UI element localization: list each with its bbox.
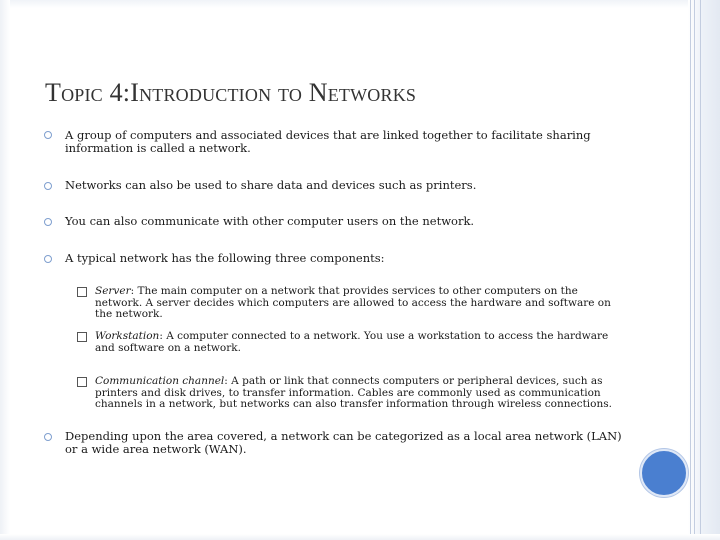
component-description: : A path or link that connects computers or peripheral devices, such as printers and disk drives, to transfer information. Cables are commonly used as communication channels in a network, but networks can also transfer information through wireless connections. (95, 375, 612, 410)
component-communication-channel (95, 376, 620, 411)
bullet-text: Depending upon the area covered, a network can be categorized as a local area network (LAN) or a wide area network (WAN). (65, 429, 622, 456)
frame-divider-line (700, 0, 701, 540)
slide-frame-left (0, 0, 10, 540)
checkbox-icon (77, 287, 87, 297)
checkbox-icon (77, 377, 87, 387)
slide-frame-top (0, 0, 720, 8)
bullet-text: A group of computers and associated devices that are linked together to facilitate sharing information is called a network. (65, 128, 591, 155)
bullet-icon (44, 181, 54, 191)
bullet-text: You can also communicate with other computer users on the network. (65, 214, 475, 228)
component-term: Communication channel (95, 375, 225, 387)
slide-frame-right (688, 0, 720, 540)
component-server (95, 286, 620, 321)
bullet-text: A typical network has the following three components: (65, 251, 385, 265)
component-term: Server (95, 285, 131, 297)
slide-frame-bottom (0, 534, 720, 540)
checkbox-icon (77, 332, 87, 342)
component-term: Workstation (95, 330, 160, 342)
bullet-icon (44, 130, 54, 140)
frame-divider-line (690, 0, 691, 540)
decorative-circle-icon (640, 449, 688, 497)
component-description: : A computer connected to a network. You use a workstation to access the hardware and software on a network. (95, 330, 609, 354)
component-description: : The main computer on a network that provides services to other computers on the network. A server decides which computers are allowed to access the hardware and software on the network. (95, 285, 611, 320)
bullet-icon (44, 254, 54, 264)
slide-title: Topic 4:Introduction to Networks (45, 78, 417, 107)
bullet-text: Networks can also be used to share data and devices such as printers. (65, 178, 477, 192)
frame-divider-line (694, 0, 695, 540)
bullet-icon (44, 217, 54, 227)
component-workstation (95, 331, 620, 354)
bullet-icon (44, 432, 54, 442)
